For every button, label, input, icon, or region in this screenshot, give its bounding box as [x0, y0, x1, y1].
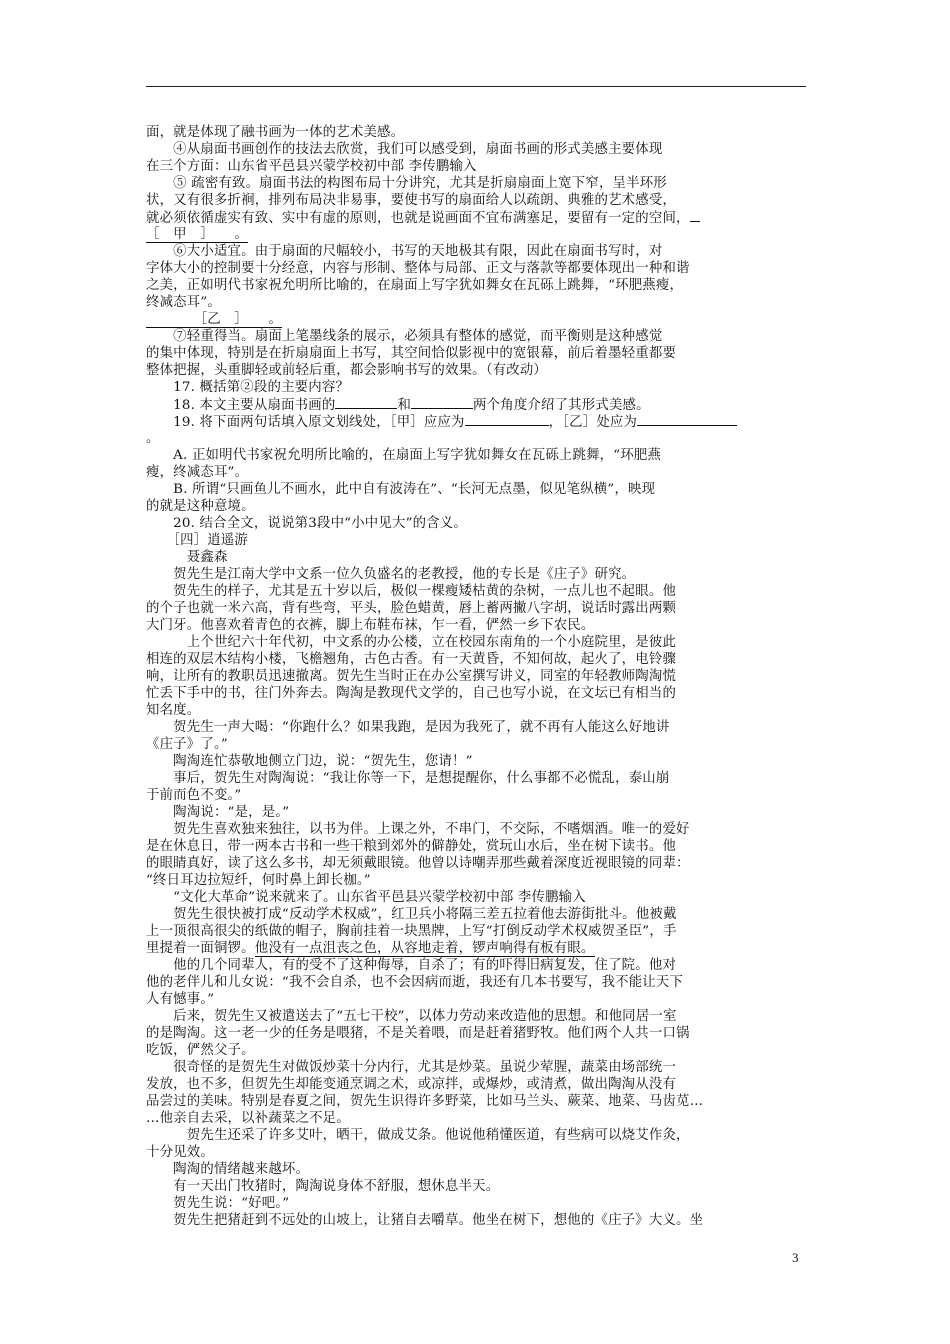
text-line: 贺先生的样子，尤其是五十岁以后，极似一棵瘦矮枯黄的杂树，一点儿也不起眼。他 — [146, 584, 677, 599]
text-line: 相连的双层木结构小楼，飞檐翘角，古色古香。有一天黄昏，不知何故，起火了，电铃骤 — [146, 652, 677, 667]
text-line: 是在休息日，带一两本古书和一些干粮到郊外的僻静处，赏玩山水后，坐在树下读书。他 — [146, 839, 677, 854]
answer-blank — [411, 396, 473, 409]
text-line: ④从扇面书画创作的技法去欣赏，我们可以感受到，扇面书画的形式美感主要体现 — [146, 142, 663, 157]
text-line — [146, 940, 810, 957]
text-line: 十分见效。 — [146, 1145, 214, 1160]
text-span: ，［乙］处应为 — [548, 415, 638, 430]
text-line: 贺先生还采了许多艾叶，晒干，做成艾条。他说他稍懂医道，有些病可以烧艾作灸， — [146, 1128, 690, 1143]
text-line: 上一顶很高很尖的纸做的帽子，胸前挂着一块黑牌，上写“打倒反动学术权威贺圣臣”，手 — [146, 924, 677, 939]
question-19 — [146, 413, 810, 431]
text-span: 19. 将下面两句话填入原文划线处，［甲］应应为 — [146, 415, 465, 430]
text-span: 两个角度介绍了其形式美感。 — [473, 398, 650, 413]
text-line: 贺先生把猪赶到不远处的山坡上，让猪自去嚼草。他坐在树下，想他的《庄子》大义。坐 — [146, 1213, 704, 1228]
option-b: B. 所谓“只画鱼儿不画水，此中自有波涛在”、“长河无点墨，似见笔纵横”，映现 — [146, 482, 656, 497]
text-line: 。 — [146, 431, 160, 446]
text-line: 之美，正如明代书家祝允明所比喻的，在扇面上写字犹如舞女在瓦砾上跳舞，“环肥燕瘦， — [146, 278, 684, 293]
option-a: A. 正如明代书家祝允明所比喻的，在扇面上写字犹如舞女在瓦砾上跳舞，“环肥燕 — [146, 448, 662, 463]
text-line: 终减态耳”。 — [146, 295, 221, 310]
text-line: ⑤ 疏密有致。扇面书法的构图布局十分讲究，尤其是折扇扇面上宽下窄，呈半环形 — [146, 176, 667, 191]
answer-blank — [637, 413, 737, 426]
text-line: 瘦，终减态耳”。 — [146, 465, 249, 480]
answer-blank — [690, 209, 700, 222]
text-line: 很奇怪的是贺先生对做饭炒菜十分内行，尤其是炒菜。虽说少荤腥，蔬菜由场部统一 — [146, 1060, 677, 1075]
text-line: 的就是这种意境。 — [146, 499, 255, 514]
text-line: 的集中体现，特别是在折扇扇面上书写，其空间恰似影视中的宽银幕，前后着墨轻重都要 — [146, 346, 677, 361]
page-number: 3 — [792, 1250, 799, 1265]
text-line: 状，又有很多折裥，排列布局决非易事，要使书写的扇面给人以疏朗、典雅的艺术感受， — [146, 193, 677, 208]
text-line: 的眼睛真好，读了这么多书，却无须戴眼镜。他曾以诗嘲弄那些戴着深度近视眼镜的同辈： — [146, 856, 690, 871]
text-line: 面，就是体现了融书画为一体的艺术美感。 — [146, 125, 405, 140]
author-name: 聂鑫森 — [146, 550, 228, 565]
text-line: 事后，贺先生对陶淘说：“我让你等一下，是想提醒你，什么事都不必慌乱，泰山崩 — [146, 771, 670, 786]
text-line: “文化大革命”说来就来了。山东省平邑县兴蒙学校初中部 李传鹏输入 — [146, 890, 586, 905]
text-line: 人有憾事。” — [146, 992, 215, 1007]
section-title: ［四］逍遥游 — [146, 533, 249, 548]
text-span: 18. 本文主要从扇面书画的 — [146, 398, 336, 413]
text-line: “终日耳边拉短纤，何时鼻上卸长枷。” — [146, 873, 371, 888]
text-line: 陶淘连忙恭敬地侧立门边，说：“贺先生，您请！” — [146, 754, 473, 769]
text-line: 贺先生说：“好吧。” — [146, 1196, 290, 1211]
text-line: 吃饭，俨然父子。 — [146, 1043, 255, 1058]
text-line: 大门牙。他喜欢着青色的衣裤，脚上布鞋布袜，乍一看，俨然一乡下农民。 — [146, 618, 595, 633]
text-line: 的个子也就一米六高，背有些弯，平头，脸色蜡黄，唇上蓄两撇八字胡，说话时露出两颗 — [146, 601, 677, 616]
text-span: 里提着一面铜锣。 — [146, 941, 255, 956]
question-17: 17. 概括第②段的主要内容？ — [146, 380, 350, 395]
text-line: ⑥大小适宜。由于扇面的尺幅较小，书写的天地极其有限，因此在扇面书写时，对 — [146, 244, 663, 259]
question-18 — [146, 396, 810, 414]
text-span: 和 — [397, 398, 412, 413]
text-line: 在三个方面：山东省平邑县兴蒙学校初中部 李传鹏输入 — [146, 159, 477, 174]
text-line-jia — [146, 226, 810, 243]
text-line: 的是陶淘。这一老一少的任务是喂猪，不是关着喂，而是赶着猪野牧。他们两个人共一口锅 — [146, 1026, 690, 1041]
text-line: 字体大小的控制要十分经意，内容与形制、整体与局部、正文与落款等都要体现出一种和谐 — [146, 261, 690, 276]
text-line: …他亲自去采，以补蔬菜之不足。 — [146, 1111, 350, 1126]
yi-marker: ［乙 ］ 。 — [146, 312, 283, 327]
text-line-yi — [146, 311, 810, 328]
text-line: 贺先生一声大喝：“你跑什么？如果我跑，是因为我死了，就不再有人能这么好地讲 — [146, 720, 670, 735]
text-line: 整体把握，头重脚轻或前轻后重，都会影响书写的效果。（有改动） — [146, 363, 548, 378]
text-line: 陶淘说：“是，是。” — [146, 805, 290, 820]
text-line: 后来，贺先生又被遣送去了“五七干校”，以体力劳动来改造他的思想。和他同居一室 — [146, 1009, 677, 1024]
text-line: 上个世纪六十年代初，中文系的办公楼，立在校园东南角的一个小庭院里，是彼此 — [146, 635, 677, 650]
text-line: 陶淘的情绪越来越坏。 — [146, 1162, 310, 1177]
answer-blank — [335, 396, 397, 409]
text-line: 他的几个同辈人，有的受不了这种侮辱，自杀了；有的吓得旧病复发，住了院。他对 — [146, 958, 677, 973]
text-line — [146, 209, 810, 227]
text-line: 贺先生是江南大学中文系一位久负盛名的老教授，他的专长是《庄子》研究。 — [146, 567, 636, 582]
text-line: 品尝过的美味。特别是春夏之间，贺先生识得许多野菜，比如马兰头、蕨菜、地菜、马齿苋… — [146, 1094, 704, 1109]
text-line: ⑦轻重得当。扇面上笔墨线条的展示，必须具有整体的感觉，而平衡则是这种感觉 — [146, 329, 663, 344]
text-line: 贺先生喜欢独来独往，以书为伴。上课之外，不串门，不交际，不嗜烟酒。唯一的爱好 — [146, 822, 690, 837]
text-line: 贺先生很快被打成“反动学术权威”，红卫兵小将隔三差五拉着他去游街批斗。他被戴 — [146, 907, 677, 922]
question-20: 20. 结合全文，说说第3段中“小中见大”的含义。 — [146, 516, 467, 531]
text-line: 发放，也不多，但贺先生却能变通烹调之术，或凉拌，或爆炒，或清煮，做出陶淘从没有 — [146, 1077, 677, 1092]
text-line: 他的老伴儿和儿女说：“我不会自杀，也不会因病而逝，我还有几本书要写，我不能让天下 — [146, 975, 684, 990]
text-line: 响，让所有的教职员迅速撤离。贺先生当时正在办公室撰写讲义，同室的年轻教师陶淘慌 — [146, 669, 677, 684]
text-line: 有一天出门牧猪时，陶淘说身体不舒服，想休息半天。 — [146, 1179, 500, 1194]
text-line: 于前而色不变。” — [146, 788, 242, 803]
text-line: 知名度。 — [146, 703, 201, 718]
answer-blank — [465, 413, 549, 426]
header-rule — [146, 86, 806, 87]
underlined-sentence: 他没有一点沮丧之色，从容地走着，锣声响得有板有眼。 — [254, 941, 595, 956]
text-line: 忙丢下手中的书，往门外奔去。陶淘是教现代文学的，自己也写小说，在文坛已有相当的 — [146, 686, 677, 701]
text-line: 《庄子》了。” — [146, 737, 228, 752]
jia-marker: ［ 甲 ］ 。 — [146, 227, 249, 242]
text-span: 就必须依循虚实有致、实中有虚的原则，也就是说画面不宜布满塞足，要留有一定的空间， — [146, 211, 690, 226]
